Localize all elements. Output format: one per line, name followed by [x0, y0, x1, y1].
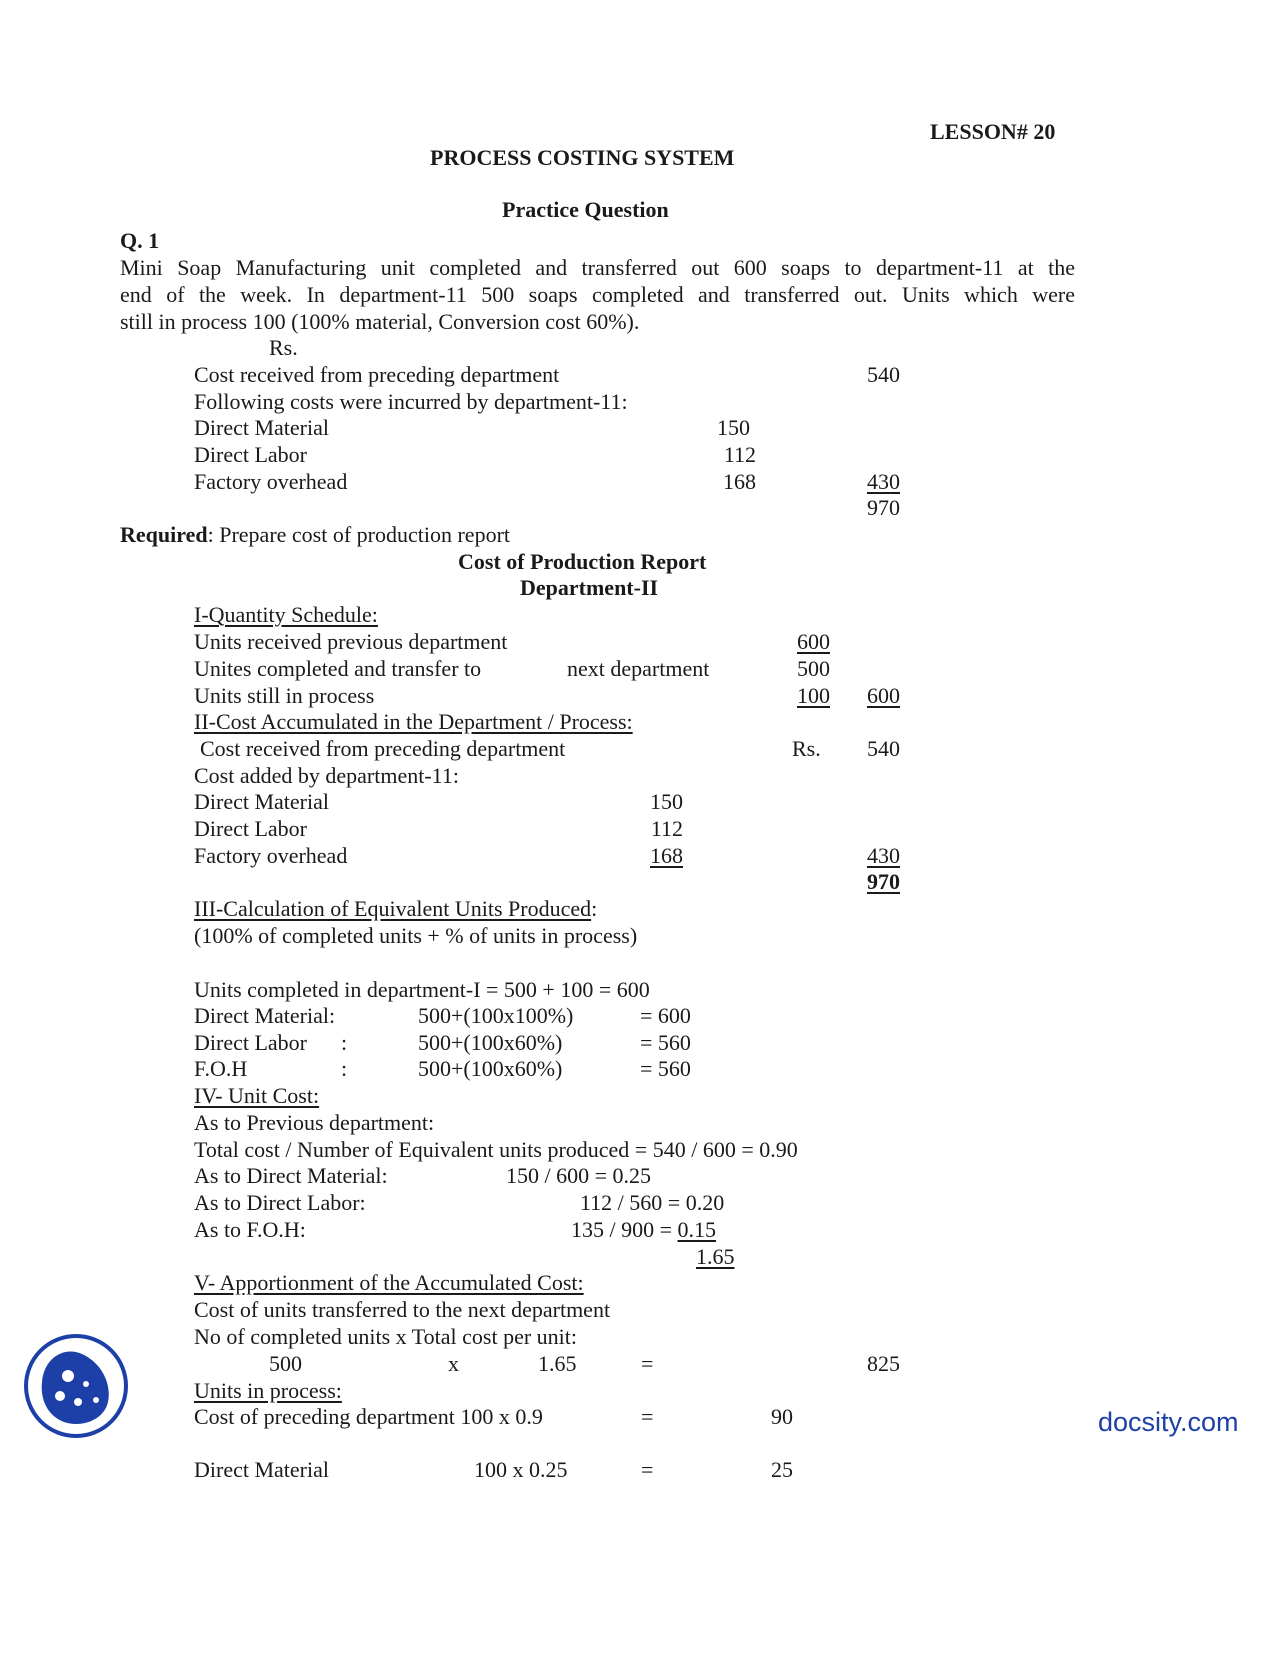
eu-dm-label: Direct Material: [194, 1003, 336, 1028]
qs-row-2-value: 500 [797, 656, 830, 681]
ca-row-1-value: 540 [867, 736, 900, 761]
qs-row-1-label: Units received previous department [194, 629, 508, 654]
foh-label: Factory overhead [194, 469, 348, 494]
ap-dm-label: Direct Material [194, 1457, 329, 1482]
ca-foh-label: Factory overhead [194, 843, 348, 868]
uc-foh-line [571, 1217, 716, 1243]
ap-pre-value: 90 [771, 1404, 793, 1429]
units-in-process-heading: Units in process: [194, 1378, 342, 1403]
uc-row-1: As to Previous department: [194, 1110, 435, 1135]
qs-row-3-value: 100 [797, 683, 830, 708]
ap-dm-eq: = [641, 1457, 654, 1482]
ca-row-1-label: Cost received from preceding department [200, 736, 566, 761]
page-subtitle: Practice Question [502, 197, 669, 222]
ca-subtotal: 430 [867, 843, 900, 868]
required-label: Required [120, 522, 208, 547]
unit-cost-heading: IV- Unit Cost: [194, 1083, 320, 1108]
cost-accumulated-heading: II-Cost Accumulated in the Department / Process: [194, 709, 633, 734]
rs-label: Rs. [269, 335, 298, 360]
qs-row-1-value: 600 [797, 629, 830, 654]
ap-pre-eq: = [641, 1404, 654, 1429]
foh-value: 168 [723, 469, 756, 494]
apportionment-heading: V- Apportionment of the Accumulated Cost: [194, 1270, 584, 1295]
uc-foh-label: As to F.O.H: [194, 1217, 306, 1242]
ap-calc-a: 500 [269, 1351, 302, 1376]
ap-pre-label: Cost of preceding department 100 x 0.9 [194, 1404, 543, 1429]
docsity-brand[interactable]: docsity.com [1098, 1407, 1239, 1437]
ca-row-2-label: Cost added by department-11: [194, 763, 459, 788]
ap-calc-eq: = [641, 1351, 654, 1376]
dl-label: Direct Labor [194, 442, 307, 467]
ca-dm-label: Direct Material [194, 789, 329, 814]
incurred-label: Following costs were incurred by department-11: [194, 389, 628, 414]
cost-received-value: 540 [867, 362, 900, 387]
ap-calc-x: x [448, 1351, 459, 1376]
question-label: Q. 1 [120, 228, 160, 253]
ca-dm-value: 150 [650, 789, 683, 814]
dl-value: 112 [723, 442, 756, 467]
uc-dm-calc: 150 / 600 = 0.25 [506, 1163, 652, 1188]
ap-dm-value: 25 [771, 1457, 793, 1482]
uc-total: 1.65 [696, 1244, 735, 1269]
eu-dl-calc: 500+(100x60%) [418, 1030, 563, 1055]
quantity-schedule-heading: I-Quantity Schedule: [194, 602, 378, 627]
uc-dl-label: As to Direct Labor: [194, 1190, 366, 1215]
dm-label: Direct Material [194, 415, 329, 440]
eu-row-0: Units completed in department-I = 500 + 100 = 600 [194, 977, 650, 1002]
eu-foh-calc: 500+(100x60%) [418, 1056, 563, 1081]
eu-dl-result: = 560 [640, 1030, 691, 1055]
lesson-number: LESSON# 20 [930, 119, 1056, 144]
dm-value: 150 [717, 415, 750, 440]
ap-row-2: No of completed units x Total cost per unit: [194, 1324, 577, 1349]
eu-note: (100% of completed units + % of units in process) [194, 923, 638, 948]
uc-dm-label: As to Direct Material: [194, 1163, 388, 1188]
ca-foh-value: 168 [650, 843, 683, 868]
ca-rs: Rs. [792, 736, 821, 761]
ca-dl-label: Direct Labor [194, 816, 307, 841]
report-dept: Department-II [520, 575, 659, 600]
question-line-3: still in process 100 (100% material, Conversion cost 60%). [120, 309, 640, 334]
cost-subtotal: 430 [867, 469, 900, 494]
eu-dm-calc: 500+(100x100%) [418, 1003, 574, 1028]
equivalent-units-colon: : [591, 896, 598, 921]
ca-dl-value: 112 [650, 816, 683, 841]
equivalent-units-heading: III-Calculation of Equivalent Units Produced [194, 896, 592, 921]
eu-foh-label: F.O.H [194, 1056, 248, 1081]
equivalent-units-heading-line [194, 896, 597, 922]
ap-dm-calc: 100 x 0.25 [474, 1457, 568, 1482]
required-line [120, 522, 510, 548]
cost-total: 970 [867, 495, 900, 520]
question-line-2: end of the week. In department-11 500 soaps completed and transferred out. Units which were [120, 282, 1075, 307]
eu-foh-result: = 560 [640, 1056, 691, 1081]
ap-calc-result: 825 [867, 1351, 900, 1376]
ap-calc-b: 1.65 [538, 1351, 577, 1376]
page-title: PROCESS COSTING SYSTEM [430, 145, 735, 170]
qs-row-3-label: Units still in process [194, 683, 375, 708]
report-title: Cost of Production Report [458, 549, 707, 574]
question-line-1: Mini Soap Manufacturing unit completed and transferred out 600 soaps to department-11 at the [120, 255, 1075, 280]
docsity-logo-icon [22, 1332, 130, 1440]
ca-total: 970 [867, 869, 900, 894]
eu-dl-colon: : [341, 1030, 348, 1055]
uc-foh-value: 0.15 [677, 1217, 717, 1242]
eu-foh-colon: : [341, 1056, 348, 1081]
qs-row-2-label: Unites completed and transfer to [194, 656, 482, 681]
qs-total: 600 [867, 683, 900, 708]
qs-row-2-label2: next department [567, 656, 710, 681]
uc-row-2: Total cost / Number of Equivalent units produced = 540 / 600 = 0.90 [194, 1137, 798, 1162]
required-text: : Prepare cost of production report [207, 522, 511, 547]
eu-dm-result: = 600 [640, 1003, 691, 1028]
uc-dl-calc: 112 / 560 = 0.20 [580, 1190, 725, 1215]
ap-row-1: Cost of units transferred to the next department [194, 1297, 611, 1322]
cost-received-label: Cost received from preceding department [194, 362, 560, 387]
uc-foh-calc: 135 / 900 = [571, 1217, 678, 1242]
eu-dl-label: Direct Labor [194, 1030, 307, 1055]
